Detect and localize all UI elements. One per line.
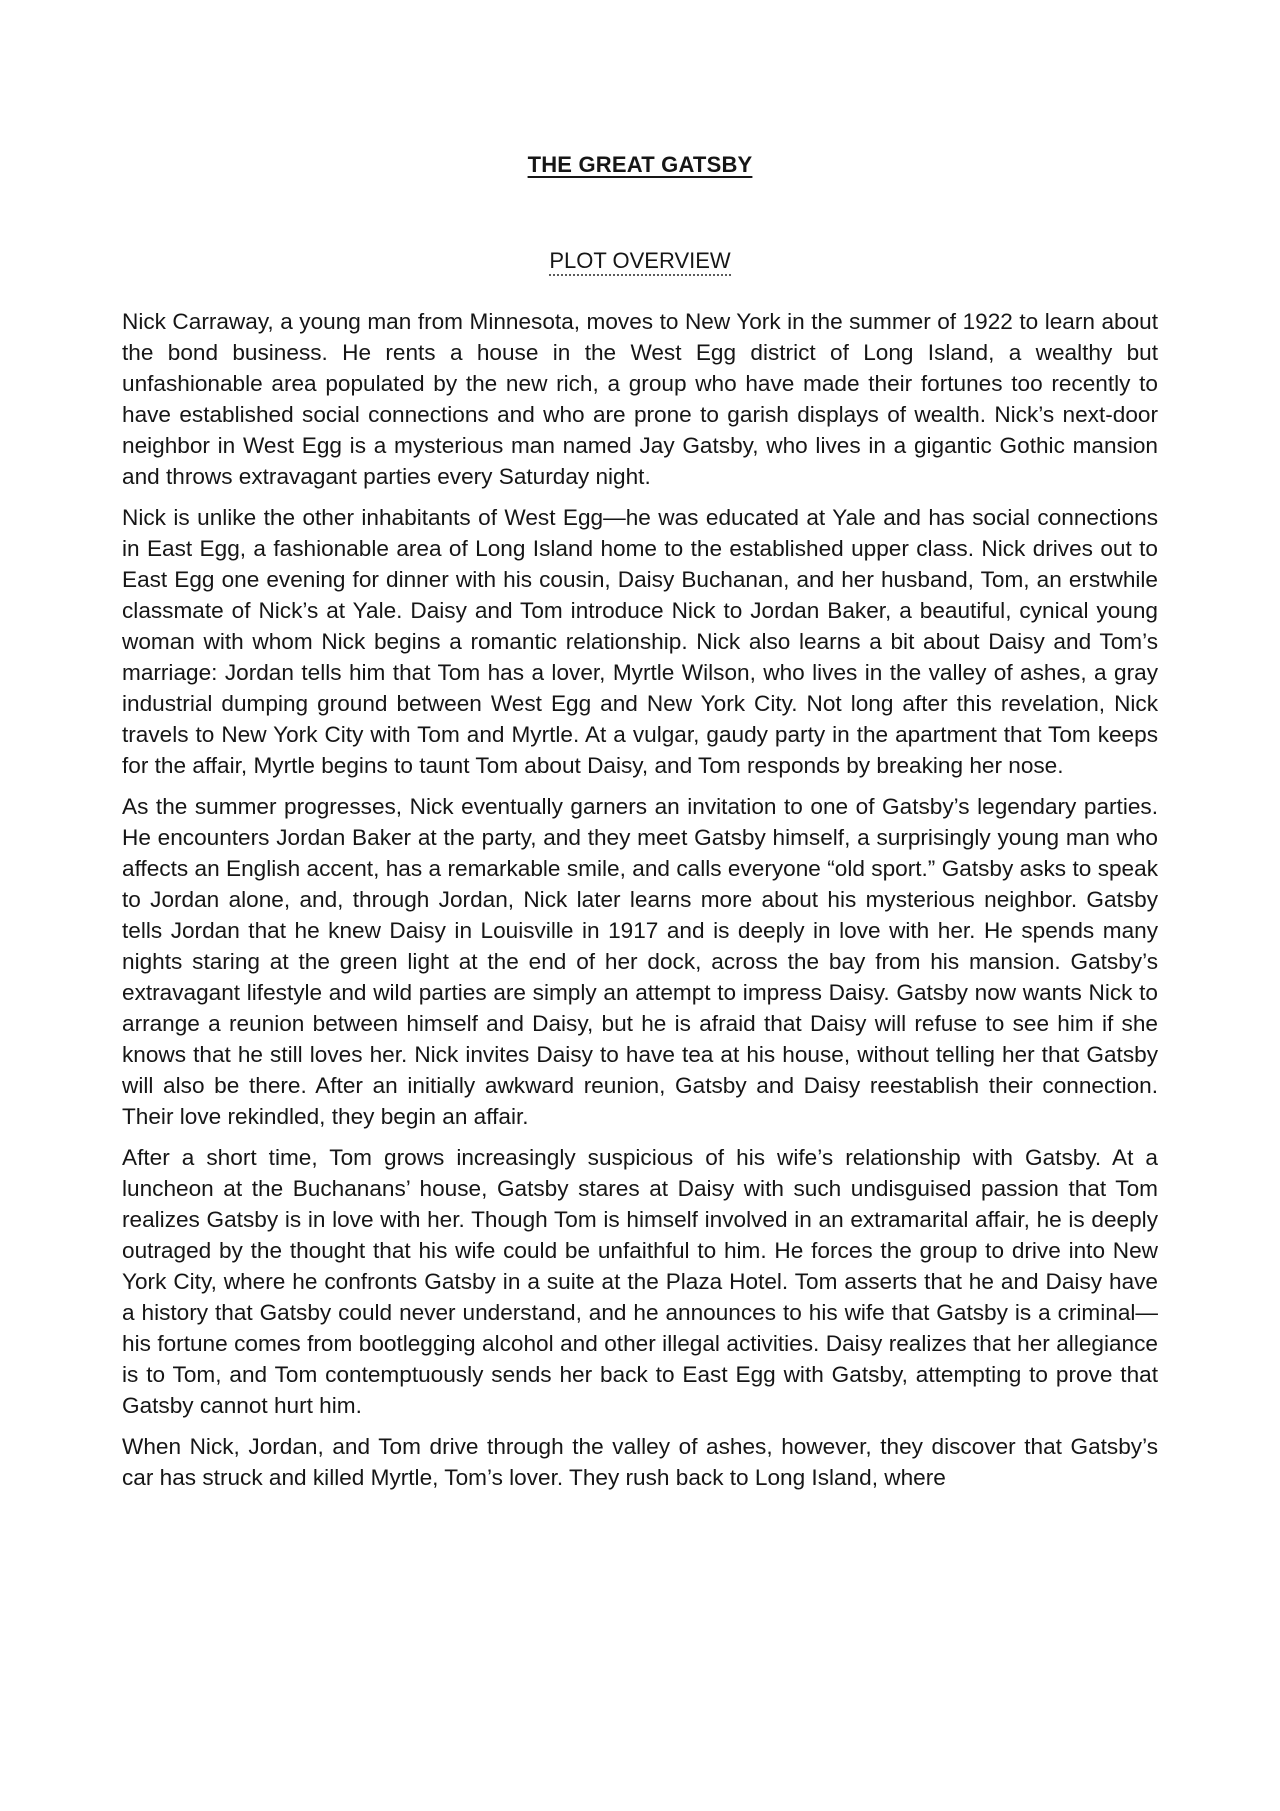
paragraph-2: Nick is unlike the other inhabitants of West Egg—he was educated at Yale and has social connections in East Egg, a fashionable area of Long Island home to the established upper class. Nick drives out to East Egg one evening for dinner with his cousin, Daisy Buchanan, and her husband, Tom, an erstwhile classmate of Nick’s at Yale. Daisy and Tom introduce Nick to Jordan Baker, a beautiful, cynical young woman with whom Nick begins a romantic relationship. Nick also learns a bit about Daisy and Tom’s marriage: Jordan tells him that Tom has a lover, Myrtle Wilson, who lives in the valley of ashes, a gray industrial dumping ground between West Egg and New York City. Not long after this revelation, Nick travels to New York City with Tom and Myrtle. At a vulgar, gaudy party in the apartment that Tom keeps for the affair, Myrtle begins to taunt Tom about Daisy, and Tom responds by breaking her nose. <box>122 505 1158 778</box>
paragraph-5: When Nick, Jordan, and Tom drive through the valley of ashes, however, they discover that Gatsby’s car has struck and killed Myrtle, Tom’s lover. They rush back to Long Island, where <box>122 1434 1158 1490</box>
section-heading-text: PLOT OVERVIEW <box>549 248 730 276</box>
section-heading <box>0 248 1280 274</box>
paragraph-1: Nick Carraway, a young man from Minnesota, moves to New York in the summer of 1922 to learn about the bond business. He rents a house in the West Egg district of Long Island, a wealthy but unfashionable area populated by the new rich, a group who have made their fortunes too recently to have established social connections and who are prone to garish displays of wealth. Nick’s next-door neighbor in West Egg is a mysterious man named Jay Gatsby, who lives in a gigantic Gothic mansion and throws extravagant parties every Saturday night. <box>122 309 1158 489</box>
paragraph-3: As the summer progresses, Nick eventually garners an invitation to one of Gatsby’s legendary parties. He encounters Jordan Baker at the party, and they meet Gatsby himself, a surprisingly young man who affects an English accent, has a remarkable smile, and calls everyone “old sport.” Gatsby asks to speak to Jordan alone, and, through Jordan, Nick later learns more about his mysterious neighbor. Gatsby tells Jordan that he knew Daisy in Louisville in 1917 and is deeply in love with her. He spends many nights staring at the green light at the end of her dock, across the bay from his mansion. Gatsby’s extravagant lifestyle and wild parties are simply an attempt to impress Daisy. Gatsby now wants Nick to arrange a reunion between himself and Daisy, but he is afraid that Daisy will refuse to see him if she knows that he still loves her. Nick invites Daisy to have tea at his house, without telling her that Gatsby will also be there. After an initially awkward reunion, Gatsby and Daisy reestablish their connection. Their love rekindled, they begin an affair. <box>122 794 1158 1129</box>
paragraph-4: After a short time, Tom grows increasingly suspicious of his wife’s relationship with Gatsby. At a luncheon at the Buchanans’ house, Gatsby stares at Daisy with such undisguised passion that Tom realizes Gatsby is in love with her. Though Tom is himself involved in an extramarital affair, he is deeply outraged by the thought that his wife could be unfaithful to him. He forces the group to drive into New York City, where he confronts Gatsby in a suite at the Plaza Hotel. Tom asserts that he and Daisy have a history that Gatsby could never understand, and he announces to his wife that Gatsby is a criminal—his fortune comes from bootlegging alcohol and other illegal activities. Daisy realizes that her allegiance is to Tom, and Tom contemptuously sends her back to East Egg with Gatsby, attempting to prove that Gatsby cannot hurt him. <box>122 1145 1158 1418</box>
body-text <box>122 306 1158 1503</box>
document-title: THE GREAT GATSBY <box>527 152 753 177</box>
